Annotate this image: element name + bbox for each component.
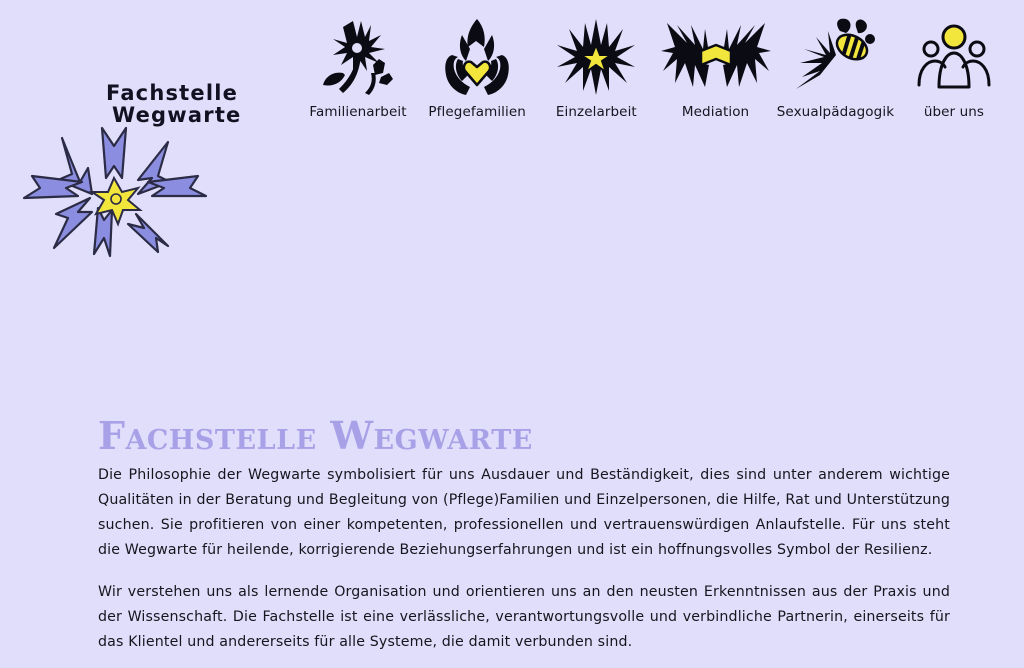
nav-item-ueber-uns[interactable]: [896, 16, 1012, 120]
nav-item-sexualpaedagogik[interactable]: [777, 16, 893, 120]
nav-label: Familienarbeit: [309, 104, 407, 120]
logo-line-2: Wegwarte: [112, 103, 242, 128]
nav-item-pflegefamilien[interactable]: [419, 16, 535, 120]
main-navigation[interactable]: [300, 16, 1012, 120]
nav-label: Pflegefamilien: [428, 104, 526, 120]
nav-item-mediation[interactable]: [658, 16, 774, 120]
hands-holding-heart-icon: [419, 16, 535, 98]
nav-label: Mediation: [681, 104, 750, 120]
site-logo[interactable]: [18, 70, 298, 250]
logo-line-1: Fachstelle: [106, 81, 239, 105]
flower-branch-icon: [300, 16, 416, 98]
page-title: Fachstelle Wegwarte: [98, 413, 533, 459]
bee-on-flower-icon: [777, 16, 893, 98]
intro-text: [98, 463, 950, 655]
wegwarte-flower-icon: [18, 120, 213, 260]
paragraph-2: Wir verstehen uns als lernende Organisation und orientieren uns an den neusten Erkenntnissen aus der Praxis und der Wissenschaft. Die Fachstelle ist eine verlässliche, verantwortungsvolle und verbindliche Partnerin, einerseits für das Klientel und andererseits für alle Systeme, die damit verbunden sind.: [98, 584, 950, 650]
paragraph-1: Die Philosophie der Wegwarte symbolisiert für uns Ausdauer und Beständigkeit, dies sind unter anderem wichtige Qualitäten in der Beratung und Begleitung von (Pflege)Familien und Einzelpersonen, die Hilfe, Rat und Unterstützung suchen. Sie profitieren von einer kompetenten, professionellen und vertrauenswürdigen Anlaufstelle. Für uns steht die Wegwarte für heilende, korrigierende Beziehungserfahrungen und ist ein hoffnungsvolles Symbol der Resilienz.: [98, 467, 950, 558]
nav-label: über uns: [923, 104, 985, 120]
nav-item-einzelarbeit[interactable]: [538, 16, 654, 120]
people-group-icon: [896, 16, 1012, 98]
nav-label: Sexualpädagogik: [776, 104, 895, 120]
single-flower-icon: [538, 16, 654, 98]
nav-label: Einzelarbeit: [555, 104, 637, 120]
two-facing-flowers-icon: [658, 16, 774, 98]
nav-item-familienarbeit[interactable]: [300, 16, 416, 120]
